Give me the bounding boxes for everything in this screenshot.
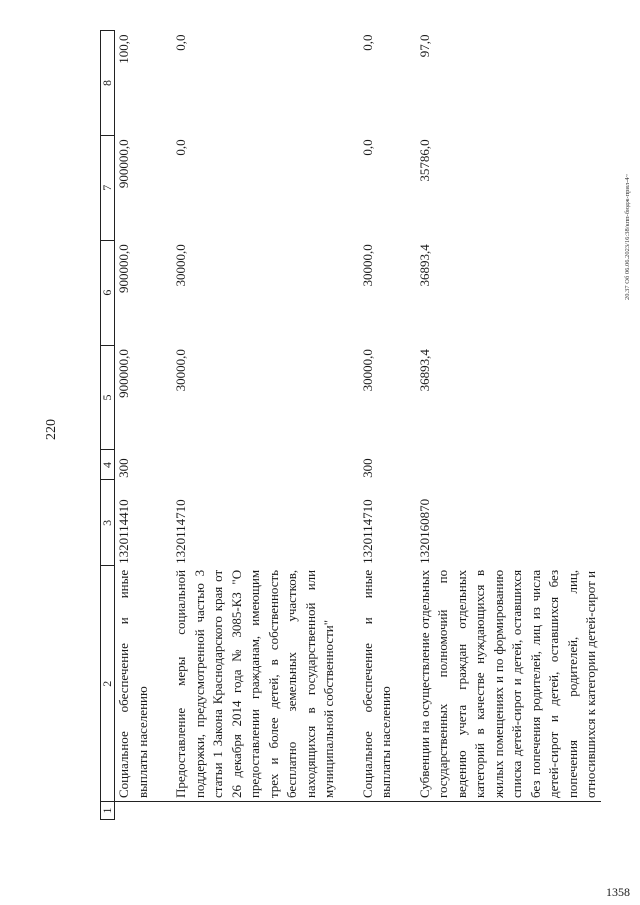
row-spacer xyxy=(152,31,172,820)
header-cell-3: 3 xyxy=(101,480,115,566)
table-row xyxy=(172,31,339,820)
page-number: 220 xyxy=(44,419,59,440)
header-cell-7: 7 xyxy=(101,135,115,240)
cell-code: 1320114710 xyxy=(359,499,375,564)
side-note: 20.37 Об 06.06.2023/16:38/кпп-бюдж-прил-4~ xyxy=(624,173,631,300)
budget-table-rotated xyxy=(100,30,640,820)
table-row xyxy=(115,31,153,820)
header-cell-5: 5 xyxy=(101,345,115,450)
cell-col7: 900000,0 xyxy=(116,139,131,189)
footer-number: 1358 xyxy=(606,885,630,899)
table-row xyxy=(416,31,601,820)
cell-col8: 0,0 xyxy=(173,34,188,51)
cell-col7: 0,0 xyxy=(359,139,375,156)
row-spacer xyxy=(396,31,416,820)
cell-col8: 0,0 xyxy=(359,34,375,51)
cell-code: 1320160870 xyxy=(416,498,432,564)
cell-name: Социальное обеспечение и иные выплаты населению xyxy=(116,569,150,799)
cell-type xyxy=(172,450,339,480)
cell-col7: 35786,0 xyxy=(416,139,432,182)
cell-index xyxy=(416,802,601,820)
cell-col5: 36893,4 xyxy=(416,349,432,392)
header-cell-2: 2 xyxy=(101,566,115,802)
cell-type: 300 xyxy=(116,458,131,478)
cell-code: 1320114410 xyxy=(116,499,131,564)
header-cell-1: 1 xyxy=(101,802,115,820)
budget-table xyxy=(100,30,601,820)
header-cell-6: 6 xyxy=(101,240,115,345)
cell-col6: 30000,0 xyxy=(173,244,188,287)
cell-name: Социальное обеспечение и иные выплаты населению xyxy=(359,569,393,799)
cell-name: Предоставление меры социальной поддержки, предусмотренной частью 3 статьи 1 Закона Краснодарского края от 26 декабря 2014 года № 3085-КЗ "О предоставлении гражданам, имеющим трех и более детей, в собственность бесплатно земельных участков, находящихся в государственной или муниципальной собственности" xyxy=(173,569,336,799)
cell-col8: 97,0 xyxy=(416,34,432,58)
header-cell-4: 4 xyxy=(101,450,115,480)
cell-type xyxy=(416,450,601,480)
cell-col6: 30000,0 xyxy=(359,244,375,287)
cell-name: Субвенции на осуществление отдельных государственных полномочий по ведению учета граждан отдельных категорий в качестве нуждающихся в жилых помещениях и по формированию списка детей-сирот и детей, оставшихся без попечения родителей, лиц из числа детей-сирот и детей, оставшихся без попечения родителей, лиц, относившихся к категории детей-сирот и xyxy=(416,569,598,799)
header-row xyxy=(101,31,115,820)
cell-index xyxy=(359,802,396,820)
cell-col5: 30000,0 xyxy=(359,349,375,392)
cell-col6: 36893,4 xyxy=(416,244,432,287)
cell-type: 300 xyxy=(359,458,375,478)
cell-col7: 0,0 xyxy=(173,139,188,156)
cell-index xyxy=(172,802,339,820)
cell-col5: 900000,0 xyxy=(116,349,131,398)
row-spacer xyxy=(339,31,359,820)
cell-col8: 100,0 xyxy=(116,34,131,64)
cell-col6: 900000,0 xyxy=(116,244,131,293)
cell-col5: 30000,0 xyxy=(173,349,188,392)
table-row xyxy=(359,31,396,820)
cell-code: 1320114710 xyxy=(173,499,188,564)
cell-index xyxy=(115,802,153,820)
header-cell-8: 8 xyxy=(101,31,115,136)
